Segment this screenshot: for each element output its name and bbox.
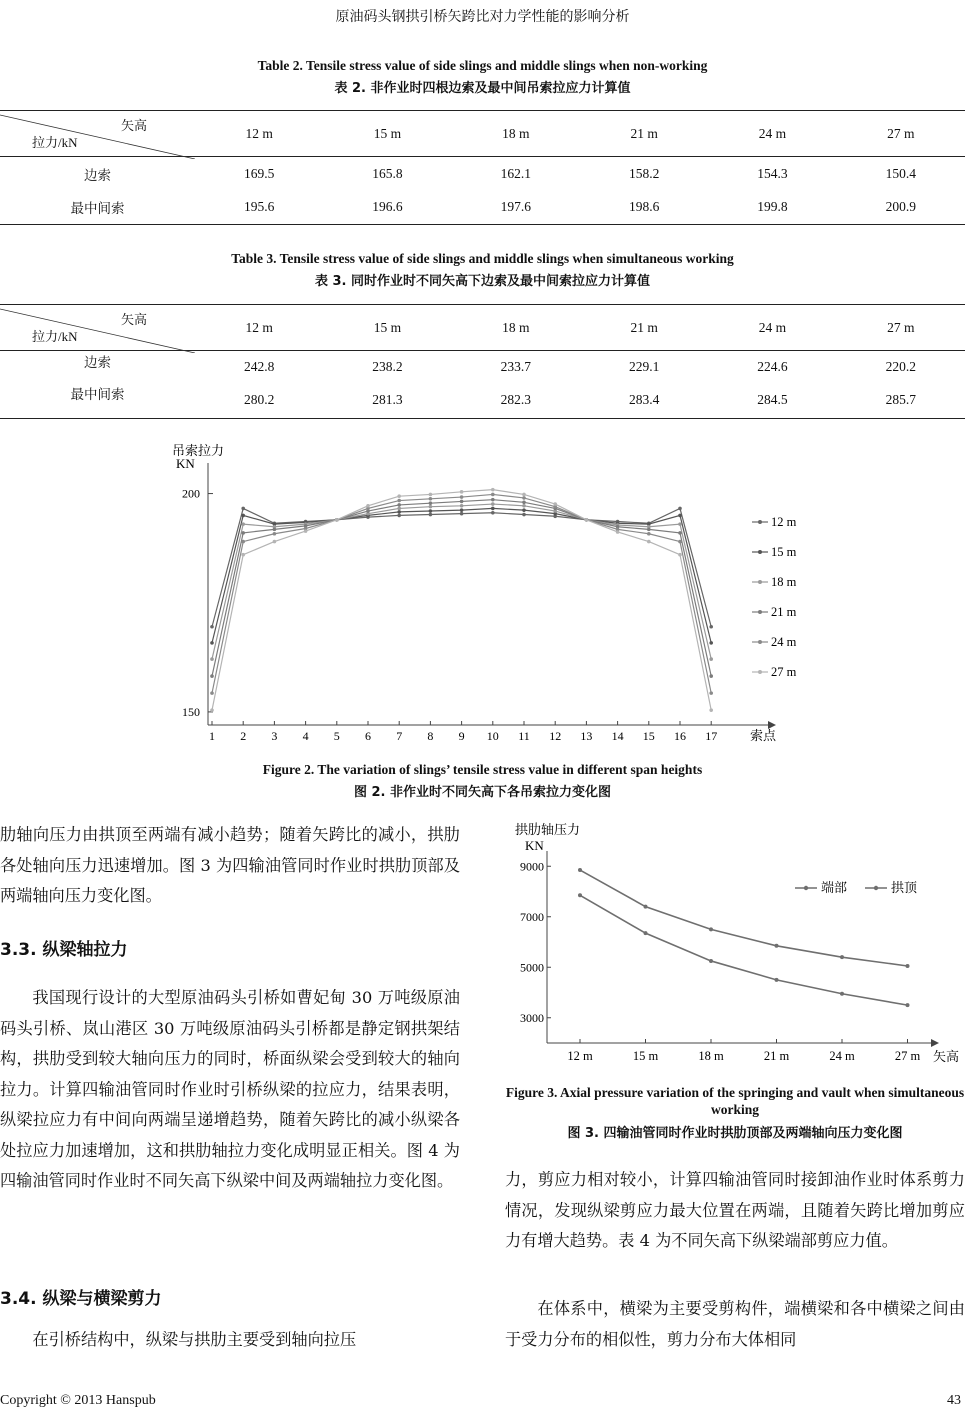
running-header: 原油码头钢拱引桥矢跨比对力学性能的影响分析 xyxy=(335,9,630,25)
data-point xyxy=(210,691,214,695)
table-cell: 233.7 xyxy=(500,358,531,374)
figure2-caption-en: Figure 2. The variation of slings’ tensile stress value in different span heights xyxy=(262,762,703,777)
y-axis-unit: KN xyxy=(525,838,544,853)
data-point xyxy=(460,490,464,494)
x-tick-label: 24 m xyxy=(829,1049,855,1063)
table-cell: 220.2 xyxy=(885,358,916,374)
x-tick-label: 21 m xyxy=(763,1049,790,1063)
series-line xyxy=(212,504,711,659)
data-point xyxy=(491,507,495,511)
table-cell: 198.6 xyxy=(628,199,660,215)
legend-marker xyxy=(758,670,762,674)
x-tick-label: 18 m xyxy=(698,1049,724,1063)
table-cell: 154.3 xyxy=(757,165,788,181)
data-point xyxy=(491,498,495,502)
legend-label: 拱顶 xyxy=(891,880,918,895)
data-point xyxy=(460,495,464,499)
table2-corner-top: 矢高 xyxy=(120,117,147,133)
x-axis-arrow xyxy=(931,1039,939,1047)
table3-caption-cn: 表 3. 同时作业时不同矢高下边索及最中间索拉应力计算值 xyxy=(314,274,651,289)
data-point xyxy=(335,518,339,522)
figure2-caption-cn: 图 2. 非作业时不同矢高下各吊索拉力变化图 xyxy=(353,785,612,800)
data-point xyxy=(397,514,401,518)
y-tick-label: 7000 xyxy=(520,909,544,924)
table-cell: 224.6 xyxy=(757,358,788,374)
data-point xyxy=(775,944,779,948)
table-cell: 150.4 xyxy=(885,165,916,181)
figure3-caption-cn: 图 3. 四输油管同时作业时拱肋顶部及两端轴向压力变化图 xyxy=(567,1126,903,1141)
data-point xyxy=(647,528,651,532)
right-paragraph-1: 力，剪应力相对较小，计算四输油管同时接卸油作业时体系剪力情况，发现纵梁剪应力最大位置在两端，且随着矢跨比增加剪应力有增大趋势。表 4 为不同矢高下纵梁端部剪应力值。 xyxy=(505,1170,965,1250)
x-tick-label: 14 xyxy=(611,729,624,743)
legend-marker xyxy=(758,550,762,554)
data-point xyxy=(397,499,401,503)
legend-label: 24 m xyxy=(771,635,797,649)
legend-marker xyxy=(804,886,808,890)
table-cell: 242.8 xyxy=(243,358,275,374)
x-axis-label: 索点 xyxy=(750,728,777,743)
x-tick-label: 15 m xyxy=(632,1049,659,1063)
series-line xyxy=(580,895,908,1005)
table2-col-header: 21 m xyxy=(630,125,658,141)
data-point xyxy=(460,504,464,508)
y-axis-label: 拱肋轴压力 xyxy=(515,822,581,837)
table-cell: 280.2 xyxy=(243,392,275,408)
data-point xyxy=(210,708,214,712)
table2-corner xyxy=(0,111,195,157)
data-point xyxy=(273,532,277,536)
x-tick-label: 13 xyxy=(580,729,593,743)
data-point xyxy=(273,528,277,532)
data-point xyxy=(210,674,214,678)
legend-label: 18 m xyxy=(771,575,797,589)
data-point xyxy=(397,510,401,514)
y-tick-label: 9000 xyxy=(520,859,544,874)
data-point xyxy=(678,522,682,526)
table2-col-header: 15 m xyxy=(373,125,402,141)
data-point xyxy=(709,641,713,645)
data-point xyxy=(429,513,433,517)
data-point xyxy=(241,507,245,511)
data-point xyxy=(460,512,464,516)
y-axis-label: 吊索拉力 xyxy=(172,443,225,458)
data-point xyxy=(429,501,433,505)
data-point xyxy=(775,978,779,982)
table2-col-header: 24 m xyxy=(758,125,787,141)
x-tick-label: 4 xyxy=(302,729,309,743)
x-tick-label: 27 m xyxy=(894,1049,921,1063)
footer-page-number: 43 xyxy=(947,1393,961,1408)
data-point xyxy=(585,518,589,522)
data-point xyxy=(678,514,682,518)
data-point xyxy=(522,493,526,497)
x-tick-label: 3 xyxy=(271,729,278,743)
table-cell: 197.6 xyxy=(500,199,531,215)
x-tick-label: 11 xyxy=(518,729,530,743)
data-point xyxy=(709,708,713,712)
data-point xyxy=(522,513,526,517)
data-point xyxy=(678,507,682,511)
table-cell: 238.2 xyxy=(372,358,403,374)
table3-corner-top: 矢高 xyxy=(120,311,147,327)
legend-marker xyxy=(758,520,762,524)
x-tick-label: 5 xyxy=(333,729,340,743)
legend-label: 21 m xyxy=(771,605,797,619)
y-tick-label: 150 xyxy=(182,704,200,719)
table-cell: 158.2 xyxy=(628,165,660,181)
table-row xyxy=(0,383,965,419)
table3 xyxy=(0,304,965,419)
x-tick-label: 15 xyxy=(642,729,655,743)
right-paragraph-2: 在体系中，横梁为主要受剪构件，端横梁和各中横梁之间由于受力分布的相似性，剪力分布大体相同 xyxy=(505,1299,965,1349)
table3-corner xyxy=(0,305,195,351)
data-point xyxy=(210,641,214,645)
row-label: 边索 xyxy=(84,355,111,370)
table3-col-header: 21 m xyxy=(630,319,658,335)
row-label: 最中间索 xyxy=(70,386,125,402)
table-cell: 169.5 xyxy=(243,165,275,181)
data-point xyxy=(397,494,401,498)
data-point xyxy=(522,508,526,512)
legend-marker xyxy=(758,580,762,584)
table2-col-header: 27 m xyxy=(887,125,915,141)
x-axis-label: 矢高 xyxy=(933,1049,960,1064)
data-point xyxy=(397,503,401,507)
footer-copyright: Copyright © 2013 Hanspub xyxy=(0,1393,156,1408)
data-point xyxy=(709,927,713,931)
table2 xyxy=(0,110,965,225)
table2-corner-bottom: 拉力/kN xyxy=(32,134,78,150)
table2-caption-en: Table 2. Tensile stress value of side slings and middle slings when non-working xyxy=(257,58,708,73)
x-tick-label: 17 xyxy=(705,729,718,743)
row-label: 边索 xyxy=(84,167,111,183)
data-point xyxy=(397,507,401,511)
x-tick-label: 12 m xyxy=(567,1049,593,1063)
x-tick-label: 12 xyxy=(549,729,562,743)
table3-col-header: 24 m xyxy=(758,319,787,335)
data-point xyxy=(366,504,370,508)
table3-col-header: 12 m xyxy=(245,319,273,335)
series-line xyxy=(580,870,908,966)
data-point xyxy=(906,964,910,968)
data-point xyxy=(578,868,582,872)
table2-col-header: 18 m xyxy=(502,125,530,141)
data-point xyxy=(429,493,433,497)
figure3-caption-en: Figure 3. Axial pressure variation of the springing and vault when simultaneous working xyxy=(505,1085,965,1117)
x-tick-label: 1 xyxy=(209,729,215,743)
data-point xyxy=(241,553,245,557)
data-point xyxy=(578,893,582,897)
data-point xyxy=(709,625,713,629)
table3-col-header: 27 m xyxy=(887,319,915,335)
data-point xyxy=(429,497,433,501)
section-heading-3-3: 3.3. 纵梁轴拉力 xyxy=(0,940,128,960)
data-point xyxy=(491,488,495,492)
data-point xyxy=(644,931,648,935)
data-point xyxy=(522,504,526,508)
data-point xyxy=(840,955,844,959)
table3-col-header: 15 m xyxy=(373,319,402,335)
data-point xyxy=(647,540,651,544)
table-cell: 200.9 xyxy=(885,199,916,215)
data-point xyxy=(210,625,214,629)
y-axis-unit: KN xyxy=(176,456,195,471)
table3-caption-en: Table 3. Tensile stress value of side slings and middle slings when simultaneous working xyxy=(231,251,734,266)
legend-label: 12 m xyxy=(771,515,797,529)
table-row xyxy=(0,351,965,383)
table-row xyxy=(0,157,965,191)
table-row xyxy=(0,191,965,225)
x-tick-label: 10 xyxy=(486,729,499,743)
table2-col-header: 12 m xyxy=(245,125,273,141)
data-point xyxy=(709,657,713,661)
x-tick-label: 8 xyxy=(427,729,434,743)
data-point xyxy=(709,691,713,695)
legend-marker xyxy=(874,886,878,890)
y-tick-label: 5000 xyxy=(520,960,544,975)
table3-corner-bottom: 拉力/kN xyxy=(32,328,78,344)
data-point xyxy=(522,496,526,500)
table-cell: 285.7 xyxy=(885,392,916,408)
data-point xyxy=(241,522,245,526)
x-tick-label: 6 xyxy=(365,729,371,743)
figure3-chart xyxy=(505,815,965,1070)
data-point xyxy=(906,1003,910,1007)
data-point xyxy=(241,540,245,544)
data-point xyxy=(491,502,495,506)
table-cell: 165.8 xyxy=(372,165,403,181)
table-cell: 229.1 xyxy=(628,358,660,374)
data-point xyxy=(304,529,308,533)
data-point xyxy=(644,905,648,909)
legend-marker xyxy=(758,640,762,644)
x-tick-label: 16 xyxy=(674,729,686,743)
data-point xyxy=(460,500,464,504)
data-point xyxy=(616,530,620,534)
data-point xyxy=(709,959,713,963)
data-point xyxy=(678,553,682,557)
data-point xyxy=(241,514,245,518)
data-point xyxy=(241,531,245,535)
section-heading-3-4: 3.4. 纵梁与横梁剪力 xyxy=(0,1289,162,1309)
data-point xyxy=(678,540,682,544)
table-cell: 284.5 xyxy=(757,392,788,408)
table-cell: 196.6 xyxy=(372,199,403,215)
legend-marker xyxy=(758,610,762,614)
x-tick-label: 9 xyxy=(458,729,465,743)
data-point xyxy=(553,502,557,506)
data-point xyxy=(460,508,464,512)
legend-label: 端部 xyxy=(821,880,848,895)
data-point xyxy=(491,493,495,497)
left-paragraph-2: 我国现行设计的大型原油码头引桥如曹妃甸 30 万吨级原油码头引桥、岚山港区 30 万吨级原油码头引桥都是静定钢拱架结构，拱肋受到较大轴向压力的同时，桥面纵梁会受到较大的轴向拉力。计算四输油管同时作业时引桥纵梁的拉应力，结果表明，纵梁拉应力有中间向两端呈递增趋势，随着矢跨比的减小纵梁各处拉应力加速增加，这和拱肋轴拉力变化成明显正相关。图 4 为四输油管同时作业时不同矢高下纵梁中间及两端轴拉力变化图。 xyxy=(0,988,460,1190)
data-point xyxy=(210,657,214,661)
left-paragraph-3: 在引桥结构中，纵梁与拱肋主要受到轴向拉压 xyxy=(32,1330,357,1349)
data-point xyxy=(522,501,526,505)
table3-col-header: 18 m xyxy=(502,319,530,335)
table-cell: 281.3 xyxy=(372,392,403,408)
y-tick-label: 3000 xyxy=(520,1010,544,1025)
figure2-chart xyxy=(160,435,800,755)
data-point xyxy=(273,540,277,544)
x-tick-label: 2 xyxy=(240,729,247,743)
data-point xyxy=(678,531,682,535)
table-cell: 162.1 xyxy=(500,165,531,181)
table2-caption-cn: 表 2. 非作业时四根边索及最中间吊索拉应力计算值 xyxy=(334,81,631,96)
table-cell: 195.6 xyxy=(243,199,275,215)
legend-label: 27 m xyxy=(771,665,797,679)
table-cell: 199.8 xyxy=(757,199,788,215)
left-paragraph-1: 肋轴向压力由拱顶至两端有减小趋势；随着矢跨比的减小，拱肋各处轴向压力迅速增加。图 3 为四输油管同时作业时拱肋顶部及两端轴向压力变化图。 xyxy=(0,825,460,905)
row-label: 最中间索 xyxy=(70,201,125,217)
data-point xyxy=(429,509,433,513)
data-point xyxy=(491,511,495,515)
data-point xyxy=(840,992,844,996)
table-cell: 283.4 xyxy=(628,392,660,408)
data-point xyxy=(429,505,433,509)
x-tick-label: 7 xyxy=(396,729,403,743)
y-tick-label: 200 xyxy=(182,486,200,501)
legend-label: 15 m xyxy=(771,545,797,559)
data-point xyxy=(709,674,713,678)
table-cell: 282.3 xyxy=(500,392,531,408)
data-point xyxy=(647,532,651,536)
